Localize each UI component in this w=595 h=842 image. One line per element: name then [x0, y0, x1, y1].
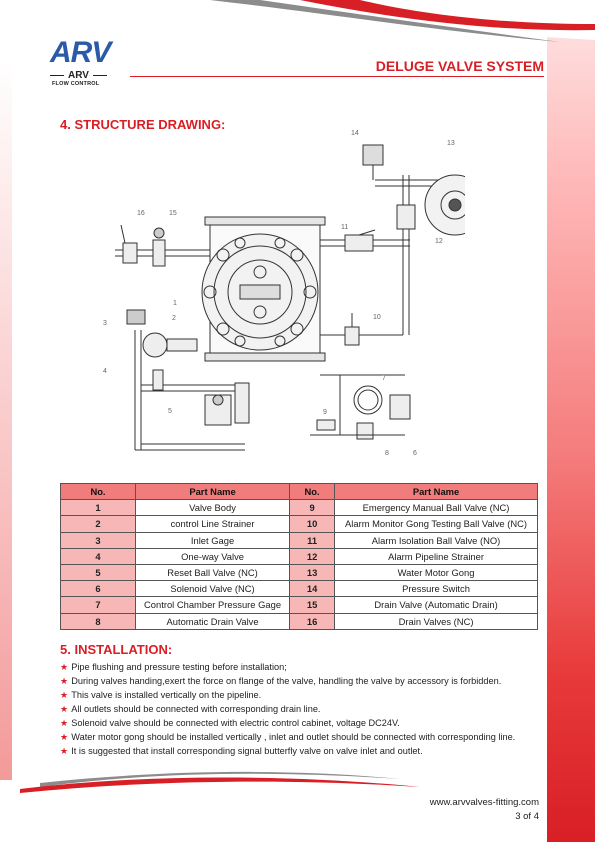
table-header-part-name: Part Name	[335, 484, 538, 500]
logo-wordmark	[50, 70, 130, 81]
left-gradient-band	[0, 60, 12, 780]
callout-12: 12	[435, 238, 443, 245]
list-item	[60, 702, 550, 716]
callout-3: 3	[103, 320, 107, 327]
star-bullet-icon: ★	[60, 690, 69, 700]
callout-16: 16	[137, 210, 145, 217]
list-item	[60, 674, 550, 688]
parts-table	[60, 483, 538, 630]
part-number: 2	[61, 516, 136, 532]
installation-item-text: Water motor gong should be installed vertically , inlet and outlet should be connected with corresponding line.	[71, 732, 516, 742]
callout-15: 15	[169, 210, 177, 217]
list-item	[60, 730, 550, 744]
part-number: 15	[290, 597, 335, 613]
star-bullet-icon: ★	[60, 732, 69, 742]
part-number: 3	[61, 532, 136, 548]
part-number: 1	[61, 500, 136, 516]
logo-mark: ARV	[50, 36, 111, 69]
part-name: Water Motor Gong	[335, 564, 538, 580]
part-name: Emergency Manual Ball Valve (NC)	[335, 500, 538, 516]
installation-item-text: It is suggested that install corresponding signal butterfly valve on valve inlet and outlet.	[71, 746, 423, 756]
company-logo	[50, 38, 130, 87]
star-bullet-icon: ★	[60, 704, 69, 714]
footer-website: www.arvvalves-fitting.com	[429, 797, 539, 808]
part-name: One-way Valve	[136, 548, 290, 564]
part-number: 7	[61, 597, 136, 613]
callout-6: 6	[413, 450, 417, 457]
installation-item-text: This valve is installed vertically on the pipeline.	[71, 690, 262, 700]
table-header-part-name: Part Name	[136, 484, 290, 500]
part-name: Drain Valves (NC)	[335, 613, 538, 629]
part-number: 9	[290, 500, 335, 516]
header-rule	[130, 76, 544, 77]
table-header-no: No.	[61, 484, 136, 500]
part-name: Valve Body	[136, 500, 290, 516]
logo-tagline: FLOW CONTROL	[52, 81, 100, 87]
structure-drawing	[95, 125, 465, 465]
callout-5: 5	[168, 408, 172, 415]
section-title-installation: 5. INSTALLATION:	[60, 642, 173, 657]
installation-item-text: All outlets should be connected with corresponding drain line.	[71, 704, 321, 714]
callout-1: 1	[173, 300, 177, 307]
part-name: Alarm Monitor Gong Testing Ball Valve (NC)	[335, 516, 538, 532]
installation-list	[60, 660, 550, 758]
part-name: Alarm Pipeline Strainer	[335, 548, 538, 564]
part-name: Pressure Switch	[335, 581, 538, 597]
part-number: 13	[290, 564, 335, 580]
part-number: 16	[290, 613, 335, 629]
installation-item-text: During valves handing,exert the force on flange of the valve, handling the valve by accessory is forbidden.	[71, 676, 502, 686]
right-gradient-band	[547, 0, 595, 842]
part-name: Drain Valve (Automatic Drain)	[335, 597, 538, 613]
document-title: DELUGE VALVE SYSTEM	[375, 58, 544, 74]
list-item	[60, 688, 550, 702]
table-header-no: No.	[290, 484, 335, 500]
callout-7: 7	[382, 375, 386, 382]
list-item	[60, 744, 550, 758]
star-bullet-icon: ★	[60, 662, 69, 672]
callout-4: 4	[103, 368, 107, 375]
callout-9: 9	[323, 409, 327, 416]
logo-name: ARV	[68, 70, 89, 81]
part-number: 12	[290, 548, 335, 564]
table-row	[61, 597, 538, 613]
bottom-swoosh	[0, 765, 595, 800]
table-row	[61, 500, 538, 516]
part-number: 14	[290, 581, 335, 597]
table-row	[61, 548, 538, 564]
callout-13: 13	[447, 140, 455, 147]
table-row	[61, 564, 538, 580]
star-bullet-icon: ★	[60, 676, 69, 686]
star-bullet-icon: ★	[60, 718, 69, 728]
table-header-row	[61, 484, 538, 500]
part-name: Alarm Isolation Ball Valve (NO)	[335, 532, 538, 548]
section-title-structure-drawing: 4. STRUCTURE DRAWING:	[60, 117, 226, 132]
part-name: Reset Ball Valve (NC)	[136, 564, 290, 580]
table-row	[61, 581, 538, 597]
callout-14: 14	[351, 130, 359, 137]
part-name: Inlet Gage	[136, 532, 290, 548]
star-bullet-icon: ★	[60, 746, 69, 756]
callout-8: 8	[385, 450, 389, 457]
callout-2: 2	[172, 315, 176, 322]
table-row	[61, 516, 538, 532]
part-number: 4	[61, 548, 136, 564]
part-number: 6	[61, 581, 136, 597]
part-number: 5	[61, 564, 136, 580]
table-row	[61, 532, 538, 548]
part-name: Solenoid Valve (NC)	[136, 581, 290, 597]
page-number: 3 of 4	[515, 811, 539, 822]
table-row	[61, 613, 538, 629]
callout-11: 11	[341, 224, 349, 231]
part-name: control Line Strainer	[136, 516, 290, 532]
callout-10: 10	[373, 314, 381, 321]
installation-item-text: Pipe flushing and pressure testing before installation;	[71, 662, 287, 672]
part-name: Automatic Drain Valve	[136, 613, 290, 629]
installation-item-text: Solenoid valve should be connected with electric control cabinet, voltage DC24V.	[71, 718, 400, 728]
part-number: 10	[290, 516, 335, 532]
part-name: Control Chamber Pressure Gage	[136, 597, 290, 613]
list-item	[60, 716, 550, 730]
list-item	[60, 660, 550, 674]
part-number: 8	[61, 613, 136, 629]
part-number: 11	[290, 532, 335, 548]
